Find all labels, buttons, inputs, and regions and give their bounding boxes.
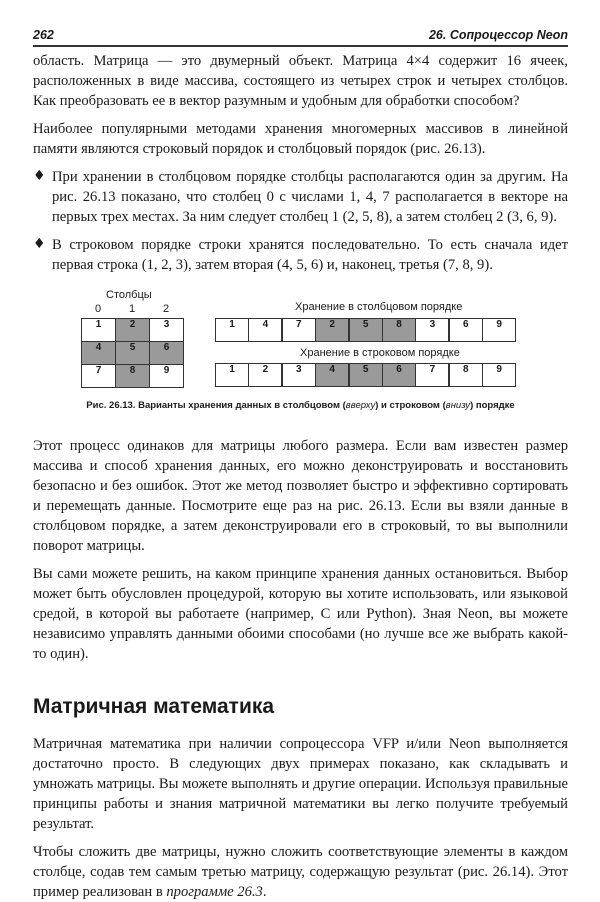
caption-text: вверху	[345, 400, 376, 411]
list-item	[33, 167, 568, 227]
bullet-text: В строковом порядке строки хранятся последовательно. То есть сначала идет первая строка (1, 2, 3), затем вторая (4, 5, 6) и, наконец, третья (7, 8, 9).	[52, 237, 568, 273]
caption-text: ) и строковом (	[375, 400, 446, 411]
bullet-icon: ♦	[33, 168, 46, 184]
column-major-cell: 2	[315, 318, 349, 342]
paragraph: Этот процесс одинаков для матрицы любого размера. Если вам известен размер массива и способ хранения данных, его можно деконструировать и восстановить безопасно и без ошибок. Этот же метод позволяет быстро и эффективно сортировать и перемещать данные. Посмотрите еще раз на рис. 26.13. Если вы взяли данные в столбцовом порядке, а затем деконструировали его в строковый, то вы выполнили поворот матрицы.	[33, 438, 568, 554]
matrix-cell: 3	[149, 318, 184, 342]
caption-text: ) порядке	[470, 400, 515, 411]
figure-26-13	[33, 289, 568, 393]
page	[33, 0, 568, 902]
row-major-cell: 6	[382, 363, 416, 387]
paragraph: Вы сами можете решить, на каком принципе хранения данных остановиться. Выбор может быть обусловлен процедурой, которую вы хотите использовать, или языковой средой, в которой вы работаете (например, C или Python). Зная Neon, вы можете независимо управлять данными обоими способами (но лучше все же выбрать какой-то один).	[33, 566, 568, 662]
bullet-text: При хранении в столбцовом порядке столбцы располагаются один за другим. На рис. 26.13 показано, что столбец 0 с числами 1, 4, 7 располагается в векторе на первых трех местах. За ним следует столбец 1 (2, 5, 8), а затем столбец 2 (3, 6, 9).	[52, 169, 568, 225]
paragraph: Наиболее популярными методами хранения многомерных массивов в линейной памяти являются строковый порядок и столбцовый порядок (рис. 26.13).	[33, 121, 568, 157]
chapter-title: 26. Сопроцессор Neon	[428, 28, 568, 42]
matrix-cell: 1	[81, 318, 116, 342]
matrix-cell: 9	[149, 364, 184, 388]
matrix-cell: 7	[81, 364, 116, 388]
row-major-cell: 9	[482, 363, 516, 387]
paragraph-text: .	[262, 884, 267, 900]
row-major-label: Хранение в строковом порядке	[300, 347, 460, 359]
paragraph: область. Матрица — это двумерный объект. Матрица 4×4 содержит 16 ячеек, расположенных в виде массива, состоящего из четырех строк и четырех столбцов. Как преобразовать ее в вектор разумным и удобным для обработки способом?	[33, 53, 568, 109]
row-major-cell: 1	[215, 363, 249, 387]
column-major-cell: 3	[415, 318, 449, 342]
column-major-cell: 1	[215, 318, 249, 342]
column-major-cell: 5	[349, 318, 383, 342]
row-major-cell: 8	[449, 363, 483, 387]
matrix-math-section	[33, 734, 568, 902]
intro-section	[33, 51, 568, 275]
paragraph: Матричная математика при наличии сопроцессора VFP и/или Neon выполняется достаточно просто. В следующих двух примерах показано, как складывать и умножать матрицы. Вы можете выполнять и другие операции. Используя правильные принципы работы и знания матричной математики вы легко получите требуемый результат.	[33, 736, 568, 832]
running-header	[33, 27, 568, 47]
row-major-cell: 5	[349, 363, 383, 387]
column-major-cell: 9	[482, 318, 516, 342]
column-index: 0	[95, 303, 102, 315]
matrix-cell: 5	[115, 341, 150, 365]
caption-text: внизу	[445, 400, 471, 411]
column-index: 2	[163, 303, 170, 315]
paragraph	[33, 842, 568, 902]
row-major-cell: 3	[282, 363, 316, 387]
column-major-cell: 7	[282, 318, 316, 342]
matrix-cell: 8	[115, 364, 150, 388]
row-major-cell: 2	[248, 363, 282, 387]
caption-text: Рис. 26.13. Варианты хранения данных в столбцовом (	[86, 400, 346, 411]
matrix-cell: 4	[81, 341, 116, 365]
row-major-cell: 7	[415, 363, 449, 387]
page-number: 262	[33, 28, 54, 42]
program-reference: программе 26.3	[166, 884, 263, 900]
column-major-label: Хранение в столбцовом порядке	[295, 301, 463, 313]
columns-label: Столбцы	[106, 289, 152, 301]
column-major-cell: 4	[248, 318, 282, 342]
paragraph-text: Чтобы сложить две матрицы, нужно сложить соответствующие элементы в каждом столбце, содав тем самым третью матрицу, содержащую результат (рис. 26.14). Этот пример реализован в	[33, 844, 568, 900]
matrix-cell: 6	[149, 341, 184, 365]
figure-caption	[33, 399, 568, 412]
column-major-cell: 6	[449, 318, 483, 342]
storage-section	[33, 436, 568, 664]
matrix-cell: 2	[115, 318, 150, 342]
column-major-cell: 8	[382, 318, 416, 342]
list-item	[33, 235, 568, 275]
column-index: 1	[129, 303, 136, 315]
section-heading: Матричная математика	[33, 695, 275, 718]
bullet-icon: ♦	[33, 236, 46, 252]
row-major-cell: 4	[315, 363, 349, 387]
